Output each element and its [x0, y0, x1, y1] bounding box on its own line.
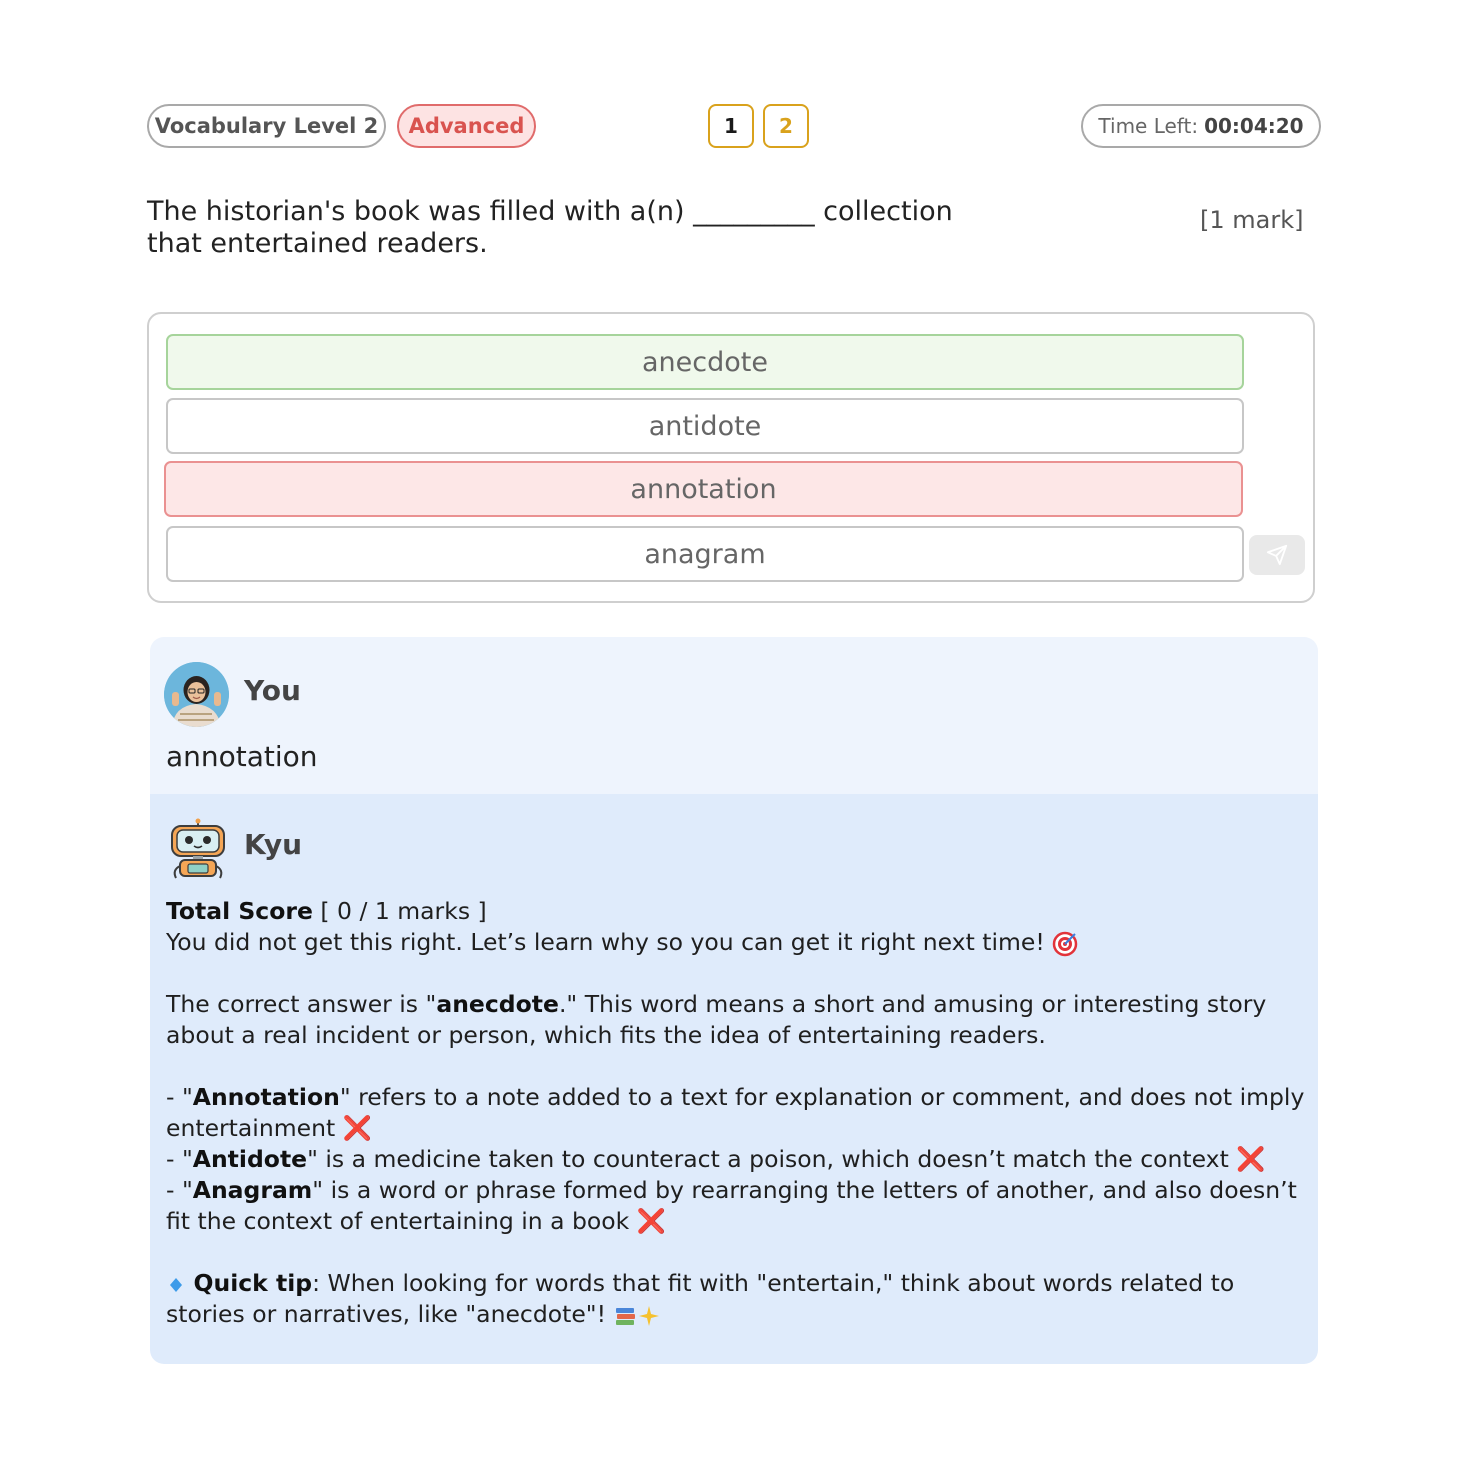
correct-word: anecdote	[436, 990, 559, 1018]
timer-value: 00:04:20	[1204, 114, 1304, 138]
total-score-line	[166, 896, 1306, 927]
level-label: Vocabulary Level 2	[154, 114, 379, 138]
question-text: The historian's book was filled with a(n) _________ collection that entertained readers.	[147, 196, 953, 259]
timer-label: Time Left:	[1098, 114, 1199, 138]
option-antidote[interactable]: antidote	[166, 398, 1244, 454]
user-name: You	[244, 674, 301, 707]
cross-icon: ❌	[1236, 1145, 1266, 1173]
user-message-card	[150, 637, 1318, 794]
result-line: You did not get this right. Let’s learn why so you can get it right next time!	[166, 927, 1306, 958]
blue-diamond-icon	[166, 1275, 186, 1295]
bullet-anagram: - "Anagram" is a word or phrase formed by rearranging the letters of another, and also doesn’t fit the context of entertaining in a book ❌	[166, 1176, 1297, 1235]
option-annotation[interactable]: annotation	[164, 461, 1243, 517]
timer	[1081, 104, 1321, 148]
kyu-name: Kyu	[244, 828, 303, 861]
option-anecdote[interactable]: anecdote	[166, 334, 1244, 390]
level-badge	[147, 104, 386, 148]
question-nav-2[interactable]: 2	[763, 104, 809, 148]
send-button[interactable]	[1249, 535, 1305, 575]
cross-icon: ❌	[342, 1114, 372, 1142]
books-icon	[614, 1304, 638, 1328]
bullet-annotation: - "Annotation" refers to a note added to a text for explanation or comment, and does not imply entertainment ❌	[166, 1083, 1305, 1142]
question-nav-1[interactable]: 1	[708, 104, 754, 148]
user-avatar	[164, 662, 229, 727]
quick-tip-label: Quick tip	[193, 1269, 313, 1297]
total-score-label: Total Score	[166, 897, 313, 925]
feedback-text	[166, 896, 1306, 1330]
correct-answer-paragraph: The correct answer is "anecdote." This word means a short and amusing or interesting story about a real incident or person, which fits the idea of entertaining readers.	[166, 990, 1267, 1049]
total-score-value: [ 0 / 1 marks ]	[312, 897, 487, 925]
difficulty-label: Advanced	[408, 114, 525, 138]
target-icon	[1052, 931, 1078, 957]
send-icon	[1266, 544, 1288, 566]
robot-avatar-icon	[166, 818, 230, 882]
cross-icon: ❌	[636, 1207, 666, 1235]
quick-tip: Quick tip: When looking for words that fit with "entertain," think about words related to stories or narratives, like "anecdote"!	[166, 1269, 1235, 1328]
question-marks: [1 mark]	[1200, 206, 1304, 234]
sparkles-icon	[638, 1305, 660, 1327]
difficulty-badge	[397, 104, 536, 148]
option-anagram[interactable]: anagram	[166, 526, 1244, 582]
bullet-antidote: - "Antidote" is a medicine taken to counteract a poison, which doesn’t match the context ❌	[166, 1145, 1266, 1173]
user-answer: annotation	[166, 740, 318, 773]
